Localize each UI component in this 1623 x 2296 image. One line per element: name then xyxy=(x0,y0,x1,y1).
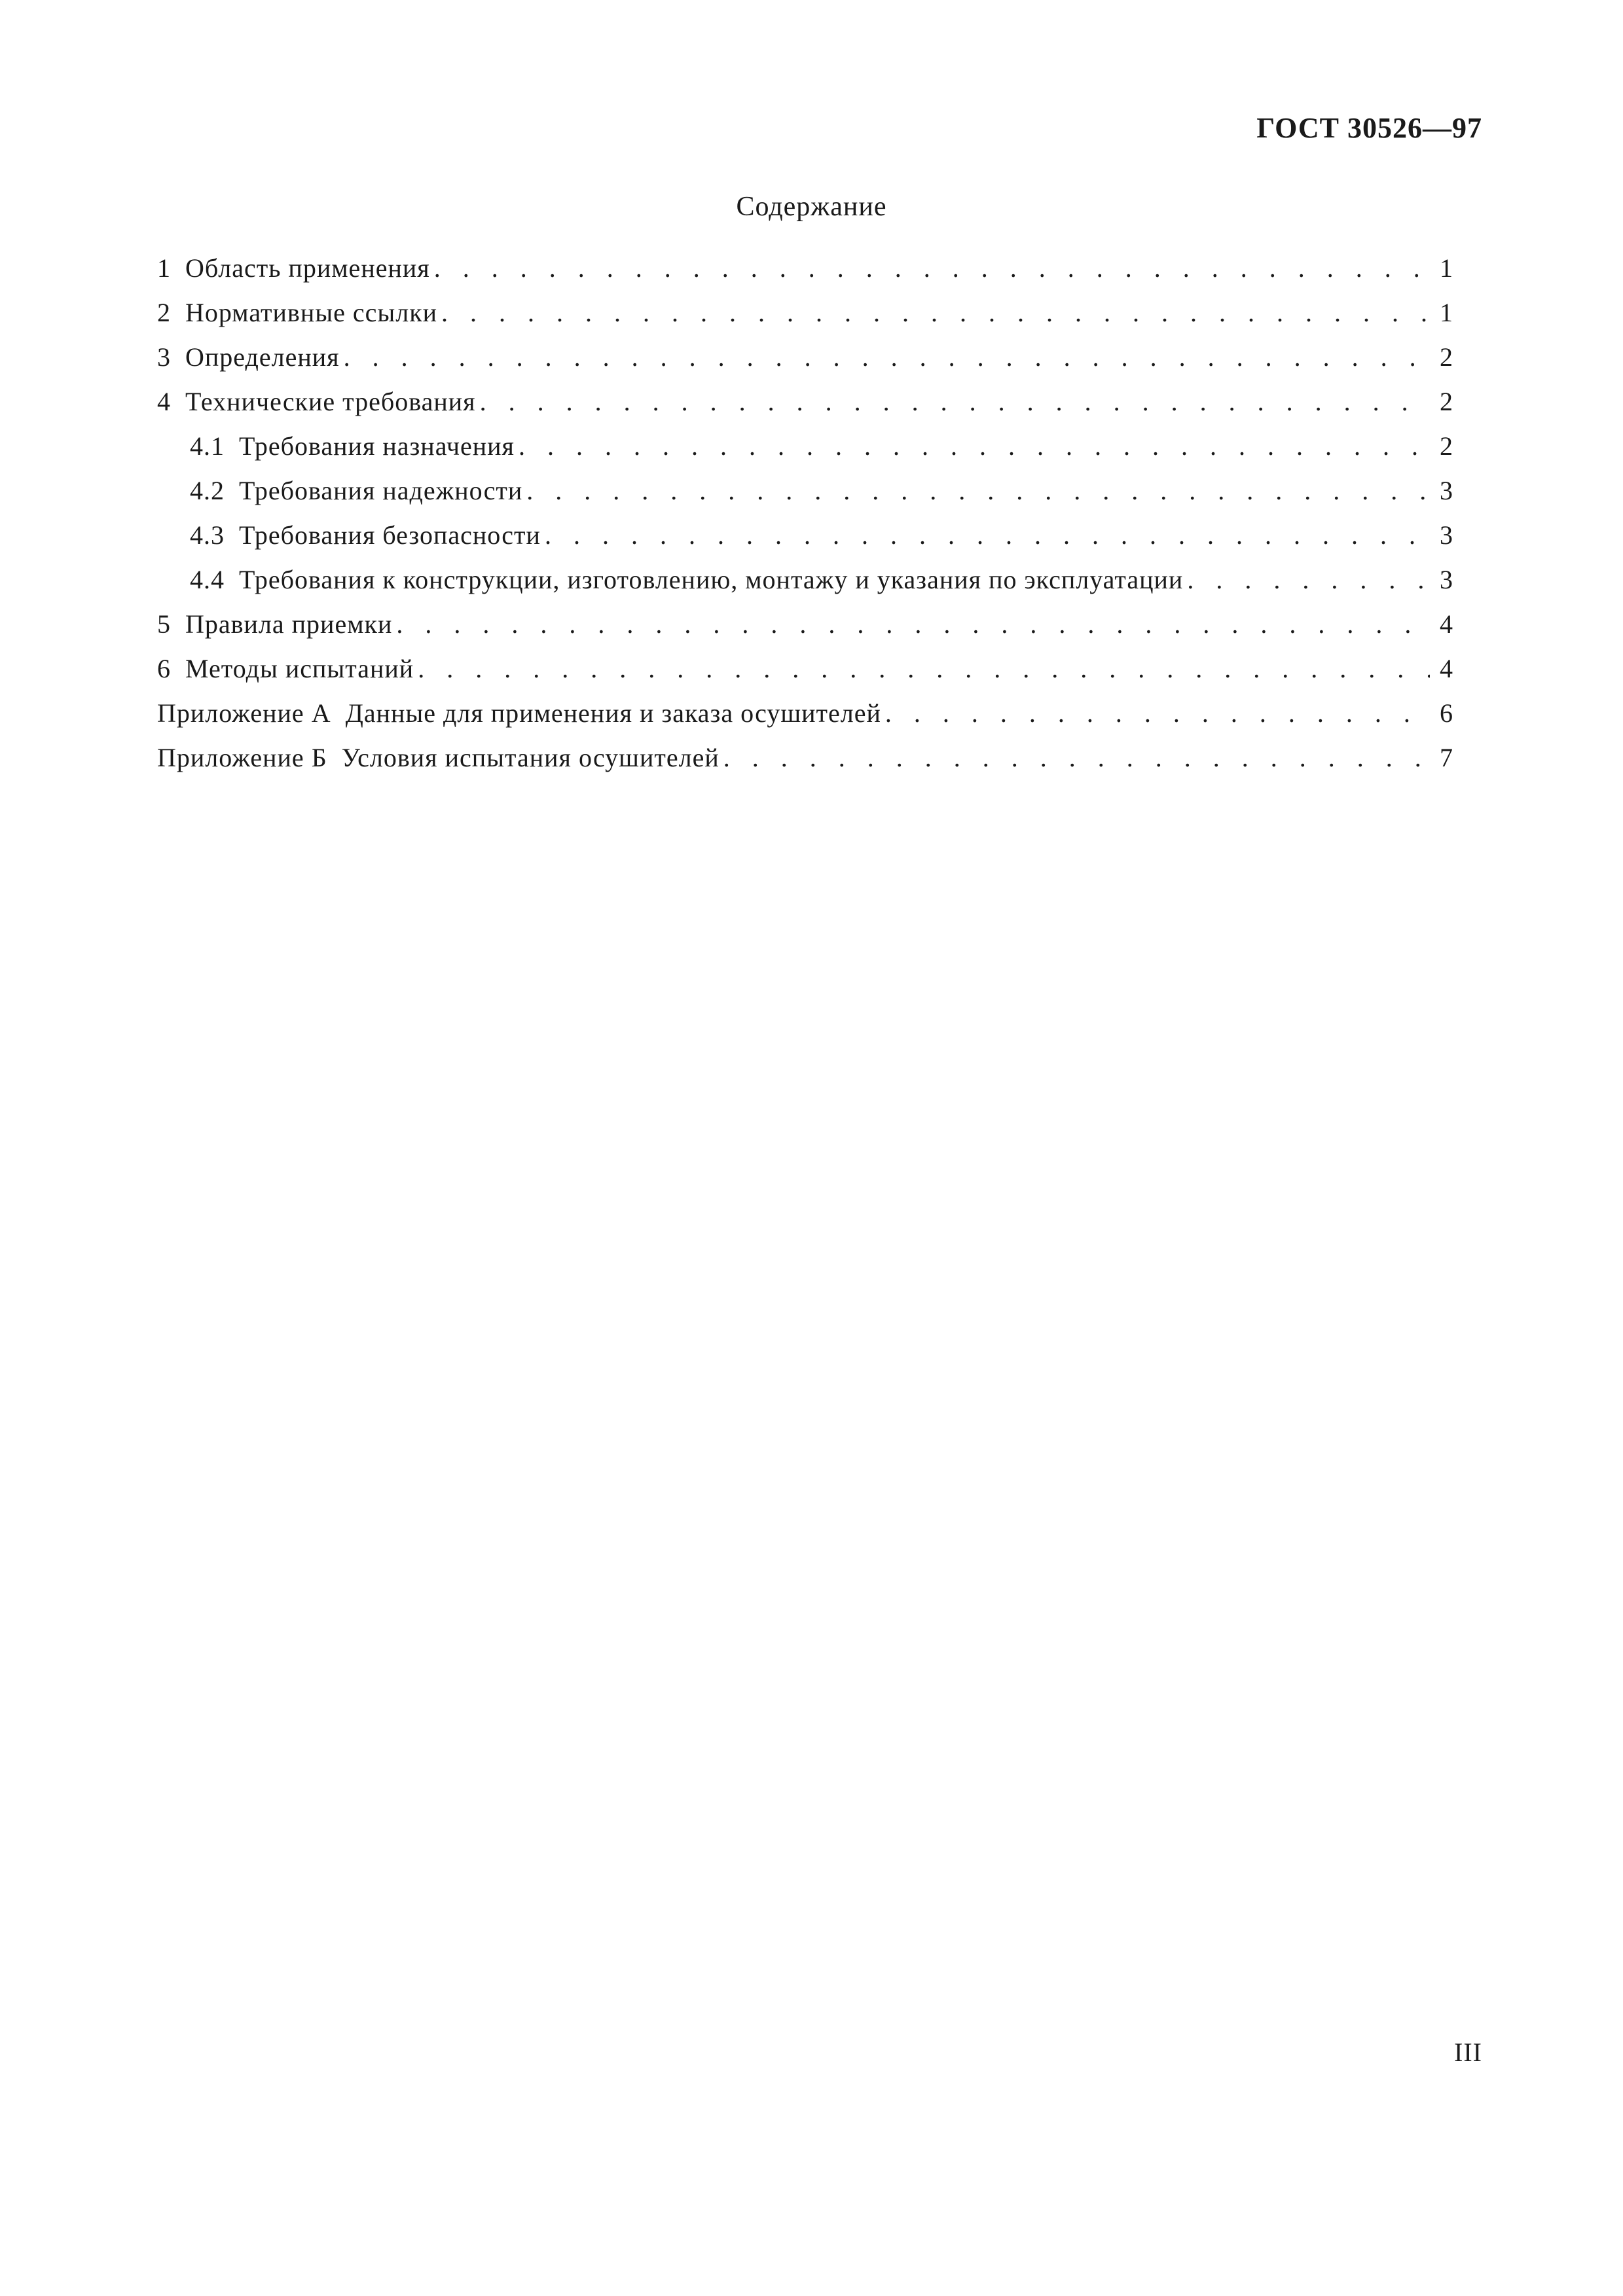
toc-entry-label: 4 Технические требования xyxy=(157,387,476,416)
toc-subentry[interactable] xyxy=(157,475,1453,520)
toc-entry-label: 4.1 Требования назначения xyxy=(190,431,515,461)
toc-entry-label: 4.2 Требования надежности xyxy=(190,476,523,505)
toc-leader-dots xyxy=(441,297,1430,328)
toc-leader-dots xyxy=(519,431,1430,461)
toc-entry-page: 3 xyxy=(1440,565,1453,594)
toc-entry-page: 4 xyxy=(1440,609,1453,639)
toc-entry-page: 3 xyxy=(1440,476,1453,505)
toc-entry-page: 2 xyxy=(1440,342,1453,372)
toc-entry-appendix[interactable] xyxy=(157,742,1453,787)
toc-entry-label: 6 Методы испытаний xyxy=(157,654,414,683)
toc-entry-page: 1 xyxy=(1440,253,1453,283)
toc-leader-dots xyxy=(885,698,1430,728)
toc-entry-page: 1 xyxy=(1440,298,1453,327)
toc-entry-label: 4.3 Требования безопасности xyxy=(190,520,541,550)
toc-entry-label: 2 Нормативные ссылки xyxy=(157,298,438,327)
toc-entry[interactable] xyxy=(157,609,1453,653)
toc-entry-page: 6 xyxy=(1440,698,1453,728)
toc-entry-page: 3 xyxy=(1440,520,1453,550)
toc-entry[interactable] xyxy=(157,386,1453,431)
toc-leader-dots xyxy=(545,520,1430,550)
toc-entry-label: Приложение А Данные для применения и заказа осушителей xyxy=(157,698,881,728)
toc-entry-label: 1 Область применения xyxy=(157,253,430,283)
document-code: ГОСТ 30526—97 xyxy=(1256,112,1482,144)
toc-entry-page: 7 xyxy=(1440,743,1453,772)
toc-leader-dots xyxy=(526,475,1430,506)
toc-leader-dots xyxy=(418,653,1430,684)
toc-entry-page: 2 xyxy=(1440,387,1453,416)
toc-subentry[interactable] xyxy=(157,431,1453,475)
toc-leader-dots xyxy=(434,253,1430,283)
toc-entry-label: 5 Правила приемки xyxy=(157,609,393,639)
toc-entry[interactable] xyxy=(157,253,1453,297)
page-number: III xyxy=(1454,2037,1482,2067)
toc-leader-dots xyxy=(1187,564,1430,595)
toc-entry-appendix[interactable] xyxy=(157,698,1453,742)
toc-leader-dots xyxy=(480,386,1430,417)
toc-leader-dots xyxy=(344,342,1430,372)
toc-entry-label: 4.4 Требования к конструкции, изготовлению, монтажу и указания по эксплуатации xyxy=(190,565,1184,594)
toc-subentry[interactable] xyxy=(157,564,1453,609)
toc-title: Содержание xyxy=(736,192,887,222)
table-of-contents xyxy=(157,253,1453,787)
toc-entry-page: 2 xyxy=(1440,431,1453,461)
toc-entry-label: 3 Определения xyxy=(157,342,340,372)
toc-leader-dots xyxy=(396,609,1430,639)
toc-entry[interactable] xyxy=(157,653,1453,698)
toc-entry[interactable] xyxy=(157,342,1453,386)
toc-entry-label: Приложение Б Условия испытания осушителей xyxy=(157,743,720,772)
toc-leader-dots xyxy=(723,742,1430,773)
toc-subentry[interactable] xyxy=(157,520,1453,564)
toc-entry-page: 4 xyxy=(1440,654,1453,683)
toc-entry[interactable] xyxy=(157,297,1453,342)
